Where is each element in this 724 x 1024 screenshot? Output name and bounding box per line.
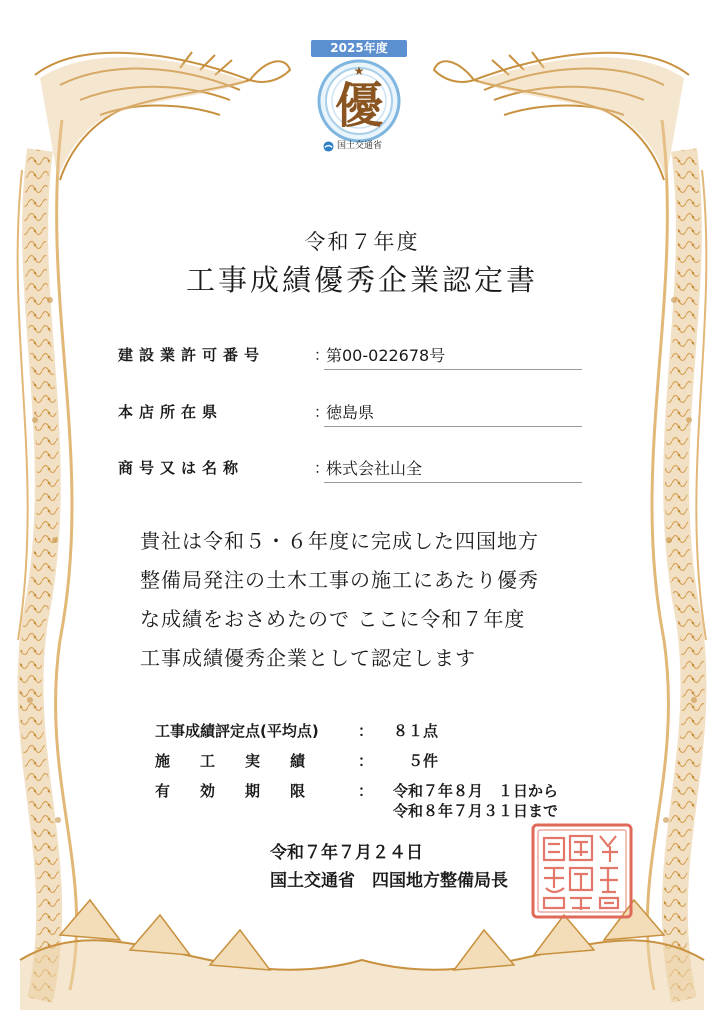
validity-end: 令和８年７月３１日まで <box>393 802 559 820</box>
detail-label: 有 効 期 限 <box>155 782 306 800</box>
field-value: 第00-022678号 <box>326 346 446 365</box>
issuer: 国土交通省 四国地方整備局長 <box>270 871 508 891</box>
mlit-logo-icon <box>323 141 334 152</box>
field-value: 徳島県 <box>326 403 375 422</box>
ministry-mark <box>323 140 403 153</box>
field-head-office-prefecture <box>118 397 582 429</box>
field-company-name <box>118 453 582 485</box>
badge-year: 2025年度 <box>311 40 407 57</box>
field-label: 商号又は名称 <box>118 459 245 477</box>
official-seal-icon <box>530 822 634 920</box>
body-line: 貴社は令和５・６年度に完成した四国地方 <box>140 529 539 553</box>
detail-colon: ： <box>358 722 374 740</box>
detail-label: 施 工 実 績 <box>155 752 306 770</box>
field-label: 本店所在県 <box>118 403 224 421</box>
field-underline <box>324 482 582 483</box>
detail-colon: ： <box>358 782 374 800</box>
body-line: 工事成績優秀企業として認定します <box>140 646 476 670</box>
badge-character: 優 <box>334 78 383 134</box>
certificate-title: 工事成績優秀企業認定書 <box>185 263 538 297</box>
detail-colon: ： <box>358 752 374 770</box>
field-underline <box>324 369 582 370</box>
field-value: 株式会社山全 <box>326 459 423 478</box>
field-license-number <box>118 340 582 372</box>
field-colon: ： <box>314 403 330 421</box>
certificate-subtitle: 令和７年度 <box>304 230 420 254</box>
star-icon: ★ <box>353 64 365 78</box>
field-colon: ： <box>314 346 330 364</box>
field-underline <box>324 426 582 427</box>
field-label: 建設業許可番号 <box>118 346 266 364</box>
issue-date: 令和７年７月２４日 <box>270 843 423 863</box>
body-line: な成績をおさめたので ここに令和７年度 <box>140 607 526 631</box>
body-line: 整備局発注の土木工事の施工にあたり優秀 <box>140 568 539 592</box>
excellence-badge <box>309 40 409 152</box>
field-colon: ： <box>314 459 330 477</box>
detail-value: ５件 <box>393 752 439 770</box>
detail-value: ８１点 <box>393 722 439 740</box>
ministry-name: 国土交通省 <box>337 141 383 151</box>
detail-value: 令和７年８月 １日から <box>393 782 559 800</box>
detail-label: 工事成績評定点(平均点) <box>155 722 319 740</box>
